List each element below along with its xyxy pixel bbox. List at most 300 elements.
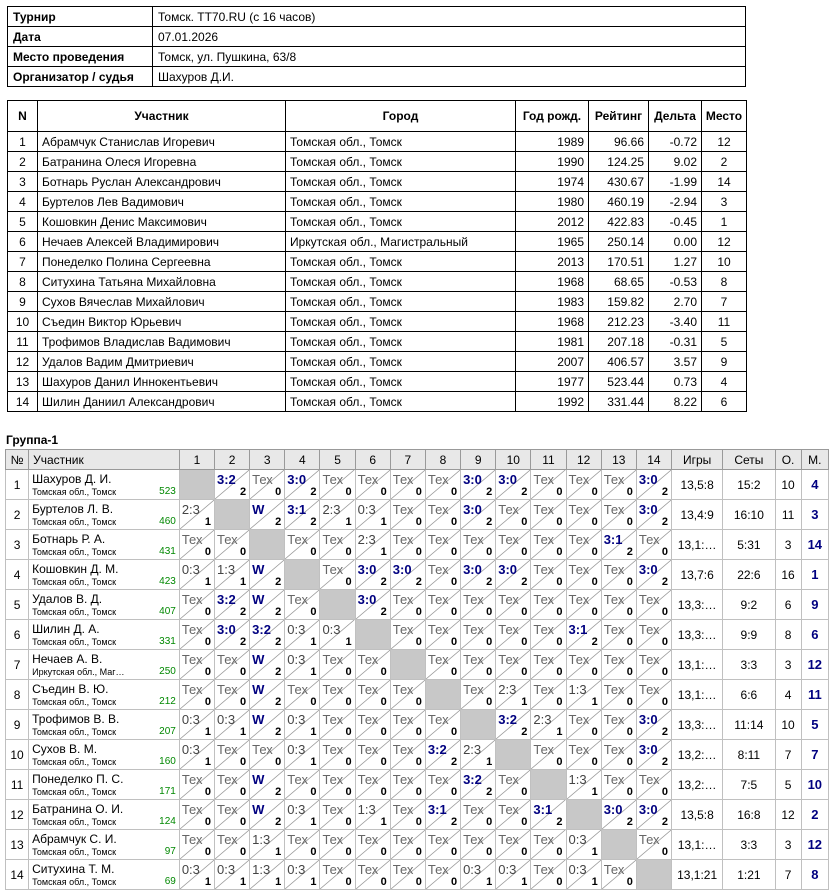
match-points: 0 <box>345 756 352 768</box>
grid-player-rating: 124 <box>159 816 176 827</box>
grid-match-cell <box>566 470 601 500</box>
grid-match-cell <box>461 530 496 560</box>
participant-place: 8 <box>702 272 747 292</box>
grid-match-cell <box>355 680 390 710</box>
grid-player-rating: 207 <box>159 726 176 737</box>
grid-match-cell <box>285 860 320 890</box>
grid-match-cell <box>390 830 425 860</box>
match-score: Тех <box>463 532 484 547</box>
grid-player-city: Томская обл., Томск <box>32 487 117 497</box>
participant-city: Иркутская обл., Магистральный <box>286 232 516 252</box>
grid-match-cell <box>601 800 636 830</box>
grid-place: 7 <box>801 740 828 770</box>
plist-header: Год рожд. <box>516 101 589 132</box>
match-points: 1 <box>240 876 247 888</box>
match-score: 3:0 <box>603 802 623 817</box>
grid-row <box>6 680 829 710</box>
match-points: 1 <box>204 516 211 528</box>
grid-match-cell <box>179 830 214 860</box>
match-score: Тех <box>427 472 449 487</box>
grid-row-number: 6 <box>6 620 29 650</box>
grid-match-cell <box>636 530 671 560</box>
info-value: Томск. TT70.RU (с 16 часов) <box>153 7 746 27</box>
grid-self-cell <box>355 620 390 650</box>
grid-row <box>6 770 829 800</box>
grid-match-cell <box>636 710 671 740</box>
grid-match-cell <box>425 710 460 740</box>
match-points: 0 <box>415 876 422 888</box>
match-points: 0 <box>204 546 211 558</box>
grid-points: 10 <box>775 470 801 500</box>
match-points: 0 <box>591 576 598 588</box>
grid-row <box>6 860 829 890</box>
grid-player-cell <box>29 680 180 710</box>
match-score: Тех <box>498 772 519 787</box>
plist-header: N <box>8 101 38 132</box>
info-label: Место проведения <box>8 47 153 67</box>
participant-name: Трофимов Владислав Вадимович <box>38 332 286 352</box>
match-points: 2 <box>661 576 669 588</box>
match-points: 0 <box>486 816 493 828</box>
match-points: 2 <box>380 576 387 588</box>
grid-match-cell <box>320 470 355 500</box>
match-score: Тех <box>603 562 625 577</box>
grid-player-city: Томская обл., Томск <box>32 607 117 617</box>
grid-match-cell <box>390 770 425 800</box>
grid-points: 10 <box>775 710 801 740</box>
participant-name: Съедин Виктор Юрьевич <box>38 312 286 332</box>
match-points: 0 <box>591 756 598 768</box>
match-points: 0 <box>626 486 633 498</box>
grid-match-cell <box>425 740 460 770</box>
participant-name: Кошовкин Денис Максимович <box>38 212 286 232</box>
grid-header-col: 11 <box>531 450 566 470</box>
match-score: Тех <box>357 862 379 877</box>
match-points: 0 <box>556 486 563 498</box>
participant-name: Буртелов Лев Вадимович <box>38 192 286 212</box>
match-points: 0 <box>415 726 422 738</box>
participant-delta: 8.22 <box>649 392 702 412</box>
participant-city: Томская обл., Томск <box>286 392 516 412</box>
match-points: 0 <box>661 666 669 678</box>
grid-player-city: Томская обл., Томск <box>32 697 117 707</box>
grid-match-cell <box>461 470 496 500</box>
match-points: 2 <box>486 786 493 798</box>
participant-name: Нечаев Алексей Владимирович <box>38 232 286 252</box>
match-points: 0 <box>240 756 247 768</box>
match-points: 0 <box>626 636 633 648</box>
grid-match-cell <box>461 680 496 710</box>
grid-player-name: Съедин В. Ю. <box>32 682 109 696</box>
grid-match-cell <box>214 590 249 620</box>
grid-match-cell <box>285 620 320 650</box>
match-points: 1 <box>310 666 317 678</box>
grid-points: 16 <box>775 560 801 590</box>
grid-match-cell <box>496 860 531 890</box>
match-score: Тех <box>533 532 555 547</box>
match-points: 0 <box>310 546 317 558</box>
grid-row <box>6 590 829 620</box>
match-score: Тех <box>216 532 238 547</box>
grid-player-cell <box>29 710 180 740</box>
grid-place: 2 <box>801 800 828 830</box>
grid-sets: 16:8 <box>723 800 775 830</box>
match-points: 0 <box>521 516 528 528</box>
match-score: Тех <box>427 622 449 637</box>
grid-points: 7 <box>775 740 801 770</box>
match-points: 0 <box>204 786 211 798</box>
participant-n: 9 <box>8 292 38 312</box>
match-score: Тех <box>498 622 519 637</box>
match-points: 0 <box>450 486 458 498</box>
match-points: 1 <box>556 726 563 738</box>
grid-row <box>6 500 829 530</box>
participant-rating: 331.44 <box>589 392 649 412</box>
match-points: 2 <box>486 516 493 528</box>
grid-games: 13,7:6 <box>672 560 723 590</box>
match-score: 3:0 <box>498 472 518 487</box>
grid-row <box>6 740 829 770</box>
grid-player-rating: 523 <box>159 486 176 497</box>
grid-row-number: 12 <box>6 800 29 830</box>
info-row <box>8 7 746 27</box>
participant-name: Шахуров Данил Иннокентьевич <box>38 372 286 392</box>
match-points: 1 <box>345 516 352 528</box>
grid-match-cell <box>531 530 566 560</box>
grid-match-cell <box>601 740 636 770</box>
participant-year: 1977 <box>516 372 589 392</box>
match-points: 2 <box>450 816 458 828</box>
participant-place: 4 <box>702 372 747 392</box>
participant-city: Томская обл., Томск <box>286 372 516 392</box>
match-score: Тех <box>498 502 519 517</box>
match-score: 0:3 <box>181 862 200 877</box>
grid-match-cell <box>601 620 636 650</box>
grid-match-cell <box>566 530 601 560</box>
match-score: 3:0 <box>463 472 482 487</box>
participant-place: 12 <box>702 132 747 152</box>
participant-n: 4 <box>8 192 38 212</box>
participant-n: 10 <box>8 312 38 332</box>
participant-city: Томская обл., Томск <box>286 332 516 352</box>
grid-match-cell <box>320 740 355 770</box>
match-points: 0 <box>591 726 598 738</box>
grid-match-cell <box>179 590 214 620</box>
match-points: 0 <box>486 846 493 858</box>
match-points: 0 <box>626 666 633 678</box>
participant-year: 1980 <box>516 192 589 212</box>
grid-row <box>6 800 829 830</box>
match-score: Тех <box>392 682 414 697</box>
match-score: Тех <box>216 742 238 757</box>
grid-match-cell <box>425 650 460 680</box>
match-points: 1 <box>486 876 493 888</box>
plist-header: Рейтинг <box>589 101 649 132</box>
participant-rating: 523.44 <box>589 372 649 392</box>
grid-match-cell <box>179 650 214 680</box>
grid-match-cell <box>355 830 390 860</box>
grid-player-cell <box>29 860 180 890</box>
grid-match-cell <box>566 710 601 740</box>
match-points: 0 <box>380 876 387 888</box>
info-value: Томск, ул. Пушкина, 63/8 <box>153 47 746 67</box>
match-points: 2 <box>661 816 669 828</box>
grid-header-col: 7 <box>390 450 425 470</box>
grid-player-name: Нечаев А. В. <box>32 652 103 666</box>
grid-match-cell <box>320 860 355 890</box>
match-score: Тех <box>498 592 519 607</box>
grid-match-cell <box>214 740 249 770</box>
grid-games: 13,1:21 <box>672 860 723 890</box>
grid-match-cell <box>355 800 390 830</box>
grid-match-cell <box>601 650 636 680</box>
grid-games: 13,1:… <box>672 530 723 560</box>
grid-match-cell <box>250 710 285 740</box>
plist-header: Город <box>286 101 516 132</box>
participant-place: 14 <box>702 172 747 192</box>
match-points: 0 <box>521 816 528 828</box>
match-points: 2 <box>310 516 317 528</box>
grid-match-cell <box>390 710 425 740</box>
grid-place: 6 <box>801 620 828 650</box>
grid-sets: 8:11 <box>723 740 775 770</box>
match-score: Тех <box>392 472 414 487</box>
match-score: W <box>252 682 265 697</box>
participant-delta: -2.94 <box>649 192 702 212</box>
grid-self-cell <box>601 830 636 860</box>
match-points: 2 <box>450 756 458 768</box>
grid-games: 13,1:… <box>672 830 723 860</box>
grid-sets: 9:2 <box>723 590 775 620</box>
match-points: 1 <box>380 546 387 558</box>
participant-year: 2007 <box>516 352 589 372</box>
grid-match-cell <box>531 740 566 770</box>
grid-match-cell <box>355 530 390 560</box>
grid-match-cell <box>179 620 214 650</box>
grid-row <box>6 830 829 860</box>
participant-place: 1 <box>702 212 747 232</box>
match-points: 0 <box>521 546 528 558</box>
grid-sets: 15:2 <box>723 470 775 500</box>
match-score: Тех <box>392 742 414 757</box>
grid-points: 3 <box>775 530 801 560</box>
participant-row <box>8 252 747 272</box>
grid-player-name: Шилин Д. А. <box>32 622 100 636</box>
match-points: 0 <box>310 696 317 708</box>
match-score: Тех <box>392 832 414 847</box>
grid-header-col: 8 <box>425 450 460 470</box>
grid-match-cell <box>390 470 425 500</box>
match-score: 3:1 <box>287 502 307 517</box>
match-points: 1 <box>380 816 387 828</box>
grid-match-cell <box>461 650 496 680</box>
match-points: 0 <box>275 486 282 498</box>
match-score: 1:3 <box>252 832 271 847</box>
match-points: 1 <box>486 756 493 768</box>
match-points: 1 <box>310 756 317 768</box>
participant-city: Томская обл., Томск <box>286 352 516 372</box>
match-points: 0 <box>626 576 633 588</box>
grid-match-cell <box>531 470 566 500</box>
match-points: 0 <box>415 636 422 648</box>
match-score: Тех <box>603 712 625 727</box>
grid-match-cell <box>636 620 671 650</box>
match-points: 2 <box>275 726 282 738</box>
grid-match-cell <box>636 830 671 860</box>
grid-match-cell <box>179 860 214 890</box>
grid-match-cell <box>285 770 320 800</box>
match-score: Тех <box>427 652 449 667</box>
match-points: 2 <box>486 486 493 498</box>
grid-row <box>6 530 829 560</box>
match-score: 3:2 <box>252 622 271 637</box>
match-score: Тех <box>287 682 308 697</box>
grid-match-cell <box>531 830 566 860</box>
grid-match-cell <box>390 680 425 710</box>
participant-delta: -3.40 <box>649 312 702 332</box>
grid-player-rating: 97 <box>164 846 176 857</box>
info-value: Шахуров Д.И. <box>153 67 746 87</box>
match-points: 2 <box>310 486 317 498</box>
match-score: 3:0 <box>216 622 236 637</box>
match-points: 0 <box>345 876 352 888</box>
match-points: 0 <box>345 726 352 738</box>
match-points: 1 <box>240 726 247 738</box>
match-score: Тех <box>322 712 344 727</box>
match-score: Тех <box>322 682 344 697</box>
match-score: Тех <box>533 682 555 697</box>
grid-match-cell <box>214 650 249 680</box>
grid-match-cell <box>601 530 636 560</box>
participant-delta: 9.02 <box>649 152 702 172</box>
match-score: 3:0 <box>357 562 377 577</box>
match-score: Тех <box>463 652 484 667</box>
match-points: 0 <box>626 606 633 618</box>
grid-match-cell <box>285 800 320 830</box>
grid-header-col: 12 <box>566 450 601 470</box>
match-score: Тех <box>533 562 555 577</box>
grid-sets: 6:6 <box>723 680 775 710</box>
match-score: 0:3 <box>322 622 341 637</box>
match-score: 3:2 <box>216 472 236 487</box>
match-points: 0 <box>486 696 493 708</box>
match-score: Тех <box>357 772 379 787</box>
match-points: 0 <box>345 576 352 588</box>
participant-name: Сухов Вячеслав Михайлович <box>38 292 286 312</box>
grid-match-cell <box>214 560 249 590</box>
grid-header-col: 14 <box>636 450 671 470</box>
participant-delta: -0.53 <box>649 272 702 292</box>
match-points: 0 <box>591 516 598 528</box>
match-points: 2 <box>626 816 633 828</box>
participant-year: 1981 <box>516 332 589 352</box>
grid-player-name: Понеделко П. С. <box>32 772 124 786</box>
grid-self-cell <box>461 710 496 740</box>
participant-city: Томская обл., Томск <box>286 192 516 212</box>
match-score: 3:1 <box>603 532 623 547</box>
participant-n: 2 <box>8 152 38 172</box>
grid-player-cell <box>29 830 180 860</box>
grid-match-cell <box>320 800 355 830</box>
grid-place: 9 <box>801 590 828 620</box>
match-points: 1 <box>591 696 598 708</box>
grid-row <box>6 560 829 590</box>
grid-match-cell <box>425 500 460 530</box>
match-points: 2 <box>591 636 598 648</box>
grid-match-cell <box>320 680 355 710</box>
participant-year: 1983 <box>516 292 589 312</box>
match-points: 0 <box>204 816 211 828</box>
match-score: Тех <box>427 712 449 727</box>
participant-n: 3 <box>8 172 38 192</box>
match-points: 0 <box>486 666 493 678</box>
grid-self-cell <box>320 590 355 620</box>
match-points: 2 <box>275 816 282 828</box>
grid-self-cell <box>250 530 285 560</box>
participant-year: 1974 <box>516 172 589 192</box>
grid-match-cell <box>425 770 460 800</box>
match-points: 1 <box>591 876 598 888</box>
match-score: 0:3 <box>357 502 376 517</box>
grid-match-cell <box>601 560 636 590</box>
grid-row <box>6 620 829 650</box>
match-points: 0 <box>204 666 211 678</box>
grid-match-cell <box>214 680 249 710</box>
match-score: Тех <box>498 832 519 847</box>
match-score: W <box>252 652 265 667</box>
participant-row <box>8 392 747 412</box>
match-points: 0 <box>486 636 493 648</box>
match-points: 2 <box>556 816 563 828</box>
grid-match-cell <box>636 680 671 710</box>
match-score: 3:0 <box>638 562 658 577</box>
match-points: 1 <box>310 876 317 888</box>
match-points: 0 <box>240 666 247 678</box>
match-points: 1 <box>204 756 211 768</box>
match-points: 0 <box>591 666 598 678</box>
participant-year: 1968 <box>516 312 589 332</box>
grid-games: 13,5:8 <box>672 800 723 830</box>
grid-match-cell <box>390 590 425 620</box>
participant-delta: 1.27 <box>649 252 702 272</box>
match-score: Тех <box>638 652 660 667</box>
participant-delta: 2.70 <box>649 292 702 312</box>
match-points: 0 <box>415 696 422 708</box>
match-score: Тех <box>603 592 625 607</box>
grid-match-cell <box>566 650 601 680</box>
participant-row <box>8 292 747 312</box>
match-points: 2 <box>275 606 282 618</box>
participant-row <box>8 312 747 332</box>
participant-name: Шилин Даниил Александрович <box>38 392 286 412</box>
match-points: 0 <box>345 546 352 558</box>
grid-header-name: Участник <box>29 450 180 470</box>
match-points: 2 <box>521 486 528 498</box>
participant-rating: 406.57 <box>589 352 649 372</box>
grid-match-cell <box>496 680 531 710</box>
match-points: 0 <box>626 876 633 888</box>
participant-row <box>8 232 747 252</box>
match-score: W <box>252 802 265 817</box>
match-score: Тех <box>427 532 449 547</box>
grid-header-col: 10 <box>496 450 531 470</box>
match-points: 0 <box>310 786 317 798</box>
info-row <box>8 47 746 67</box>
grid-player-cell <box>29 500 180 530</box>
grid-header-col: 6 <box>355 450 390 470</box>
grid-match-cell <box>285 680 320 710</box>
grid-match-cell <box>566 500 601 530</box>
